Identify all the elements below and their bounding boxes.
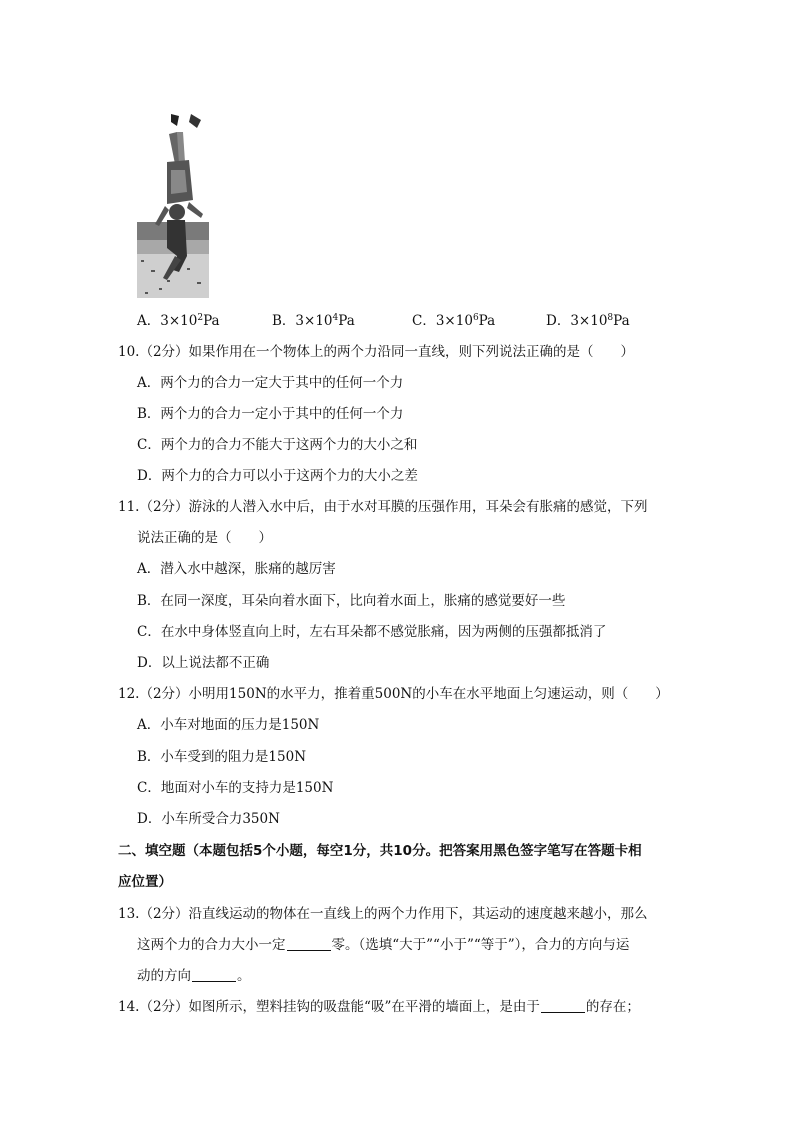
q10-stem: 10.（2分）如果作用在一个物体上的两个力沿同一直线，则下列说法正确的是（ ）: [118, 344, 635, 360]
q9-options-row: [0, 312, 794, 330]
q14-line1-text-b: 的存在；: [585, 999, 640, 1015]
q12-stem: 12.（2分）小明用150N的水平力，推着重500N的小车在水平地面上匀速运动，则（ ）: [118, 686, 669, 702]
q9-option-d[interactable]: D．$3\times 10^8Pa$: [546, 313, 630, 329]
jumping-person-photo: [137, 110, 209, 298]
q9-option-a[interactable]: A．$3\times 10^2Pa$: [137, 313, 220, 329]
section-heading-line2: 应位置）: [118, 874, 172, 890]
q12-option-b[interactable]: B．小车受到的阻力是150N: [137, 749, 307, 765]
q10-option-d[interactable]: D．两个力的合力可以小于这两个力的大小之差: [137, 468, 418, 484]
q13-blank-1[interactable]: [287, 938, 331, 951]
q13-line2: [137, 936, 629, 954]
q13-line3: [137, 967, 251, 985]
q13-line2-text-b: 零。（选填“大于”“小于”“等于”），合力的方向与运: [331, 937, 630, 953]
q11-option-d[interactable]: D．以上说法都不正确: [137, 655, 270, 671]
q10-option-a[interactable]: A．两个力的合力一定大于其中的任何一个力: [137, 375, 404, 391]
q11-option-a[interactable]: A．潜入水中越深，胀痛的越厉害: [137, 561, 336, 577]
section-heading-line1: 二、填空题（本题包括5个小题，每空1分，共10分。把答案用黑色签字笔写在答题卡相: [118, 843, 642, 859]
q13-line3-text-a: 动的方向: [137, 968, 191, 984]
q9-option-c[interactable]: C．$3\times 10^6Pa$: [412, 313, 496, 329]
q13-line3-text-b: 。: [237, 968, 251, 984]
q12-option-c[interactable]: C．地面对小车的支持力是150N: [137, 780, 334, 796]
q14-line1: [118, 998, 640, 1016]
q13-blank-2[interactable]: [192, 969, 236, 982]
q10-option-c[interactable]: C．两个力的合力不能大于这两个力的大小之和: [137, 437, 418, 453]
q11-stem-line2: 说法正确的是（ ）: [137, 530, 272, 546]
q12-option-a[interactable]: A．小车对地面的压力是150N: [137, 717, 320, 733]
q11-stem-line1: 11.（2分）游泳的人潜入水中后，由于水对耳膜的压强作用，耳朵会有胀痛的感觉，下列: [118, 499, 648, 515]
q13-line1: 13.（2分）沿直线运动的物体在一直线上的两个力作用下，其运动的速度越来越小，那么: [118, 906, 648, 922]
q9-option-b[interactable]: B．$3\times 10^4Pa$: [272, 313, 355, 329]
q14-blank-1[interactable]: [541, 1000, 585, 1013]
q13-line2-text-a: 这两个力的合力大小一定: [137, 937, 286, 953]
q10-option-b[interactable]: B．两个力的合力一定小于其中的任何一个力: [137, 406, 404, 422]
q12-option-d[interactable]: D．小车所受合力350N: [137, 811, 280, 827]
q11-option-b[interactable]: B．在同一深度，耳朵向着水面下，比向着水面上，胀痛的感觉要好一些: [137, 593, 566, 609]
q14-line1-text-a: 14.（2分）如图所示，塑料挂钩的吸盘能“吸”在平滑的墙面上，是由于: [118, 999, 540, 1015]
q11-option-c[interactable]: C．在水中身体竖直向上时，左右耳朵都不感觉胀痛，因为两侧的压强都抵消了: [137, 624, 607, 640]
